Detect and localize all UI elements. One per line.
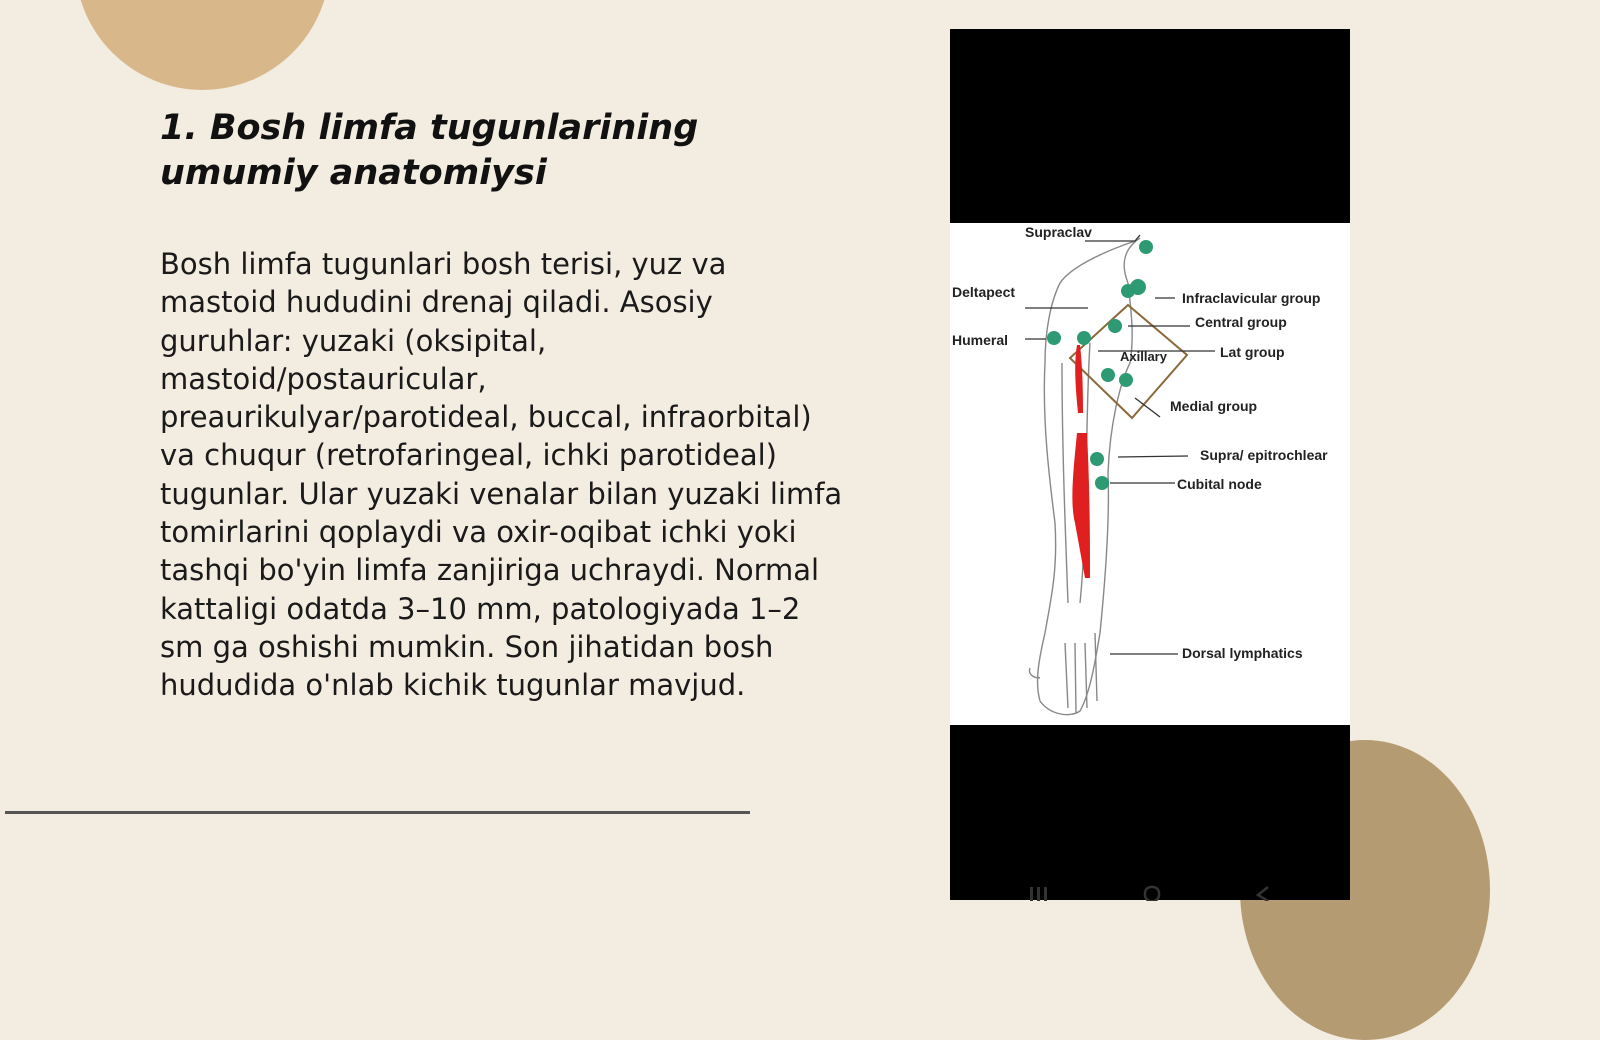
lymph-node <box>1077 331 1091 345</box>
label-epitrochlear: Supra/ epitrochlear <box>1200 447 1328 463</box>
lymph-node <box>1108 319 1122 333</box>
phone-nav-bar <box>1010 881 1300 901</box>
lymph-node <box>1139 240 1153 254</box>
label-axillary: Axillary <box>1120 349 1167 364</box>
label-supraclav: Supraclav <box>1025 224 1092 240</box>
lymph-node <box>1101 368 1115 382</box>
lymph-node <box>1130 279 1146 295</box>
lymph-node <box>1119 373 1133 387</box>
label-medial: Medial group <box>1170 398 1258 414</box>
lymph-node <box>1095 476 1109 490</box>
lymph-node <box>1090 452 1104 466</box>
label-dorsal: Dorsal lymphatics <box>1182 645 1303 661</box>
label-lat: Lat group <box>1220 344 1285 360</box>
divider-line <box>5 811 750 814</box>
label-cubital: Cubital node <box>1177 476 1262 492</box>
back-icon <box>1258 887 1268 901</box>
red-vessel-lower <box>1072 433 1090 578</box>
arm-lymph-figure <box>950 223 1350 725</box>
decorative-circle-top <box>75 0 330 90</box>
label-deltapect: Deltapect <box>952 284 1016 300</box>
lymph-node <box>1047 331 1061 345</box>
red-vessel-upper <box>1075 345 1083 413</box>
label-central: Central group <box>1195 314 1287 330</box>
home-icon <box>1145 887 1159 901</box>
slide-body-text: Bosh limfa tugunlari bosh terisi, yuz va mastoid hududini drenaj qiladi. Asosiy guruhlar: yuzaki (oksipital, mastoid/postauricular, preaurikulyar/parotideal, buccal, infraorbital) va chuqur (retrofaringeal, ichki parotideal) tugunlar. Ular yuzaki venalar bilan yuzaki limfa tomirlarini qoplaydi va oxir-oqibat ichki yoki tashqi bo'yin limfa zanjiriga uchraydi. Normal kattaligi odatda 3–10 mm, patologiyada 1–2 sm ga oshishi mumkin. Son jihatidan bosh hududida o'nlab kichik tugunlar mavjud. <box>160 247 843 703</box>
slide-title: 1. Bosh limfa tugunlarining umumiy anatomiysi <box>160 108 699 193</box>
label-humeral: Humeral <box>952 332 1009 348</box>
label-infraclavicular: Infraclavicular group <box>1182 290 1321 306</box>
image-frame <box>950 29 1350 900</box>
recents-icon <box>1030 887 1047 901</box>
